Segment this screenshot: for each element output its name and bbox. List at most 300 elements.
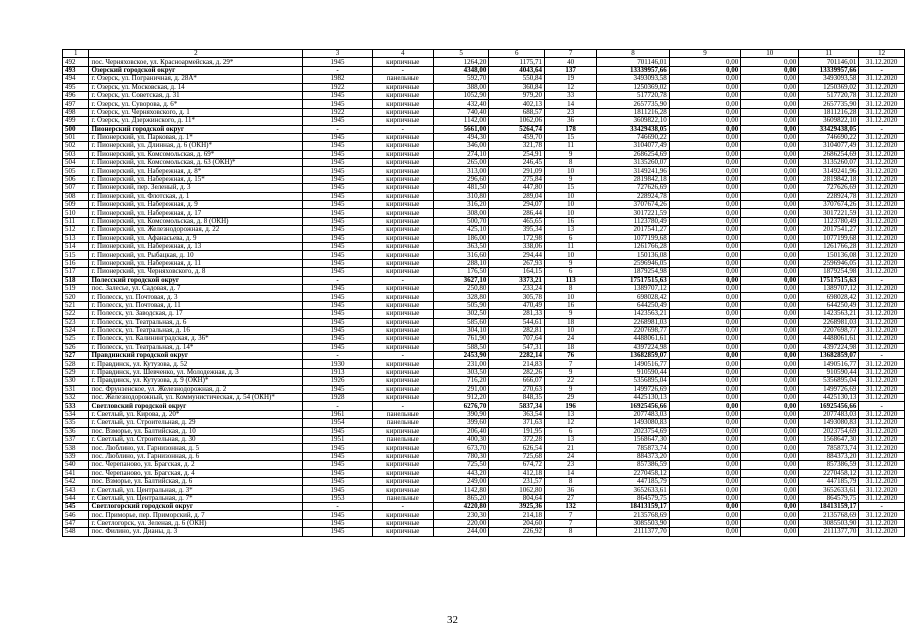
table-cell: 402,13 (489, 100, 545, 108)
table-cell: 0,00 (669, 217, 740, 225)
table-cell: 395,34 (489, 226, 545, 234)
table-cell: 0,00 (741, 234, 799, 242)
table-cell: 1389707,12 (597, 284, 670, 292)
table-cell: 31.12.2020 (859, 142, 905, 150)
table-cell: 1922 (303, 108, 373, 116)
table-cell: 746690,22 (799, 133, 859, 141)
table-cell: 1945 (303, 226, 373, 234)
table-cell: 503 (63, 150, 89, 158)
table-cell: 0,00 (741, 511, 799, 519)
table-cell: 13 (545, 226, 597, 234)
table-cell: 7 (545, 519, 597, 527)
table-cell: 698028,42 (597, 293, 670, 301)
table-cell: 0,00 (741, 276, 799, 284)
table-cell: 0,00 (741, 91, 799, 99)
table-cell: 857386,59 (799, 461, 859, 469)
table-row (63, 419, 905, 427)
table-cell: 321,78 (489, 142, 545, 150)
table-cell: 0,00 (741, 284, 799, 292)
table-cell: 281,33 (489, 310, 545, 318)
table-cell: 2023754,69 (799, 427, 859, 435)
table-cell: 498 (63, 108, 89, 116)
table-row (63, 318, 905, 326)
table-row (63, 159, 905, 167)
table-cell: 0,00 (669, 75, 740, 83)
table-cell: - (372, 66, 433, 74)
table-cell: 1062,80 (489, 486, 545, 494)
table-cell: 31.12.2020 (859, 486, 905, 494)
table-cell: 0,00 (669, 410, 740, 418)
table-cell: 513 (63, 234, 89, 242)
table-cell: 541 (63, 469, 89, 477)
table-cell: 673,70 (433, 444, 489, 452)
table-cell: 13 (545, 435, 597, 443)
table-row (63, 251, 905, 259)
table-cell: 1945 (303, 318, 373, 326)
table-cell: Озерский городской округ (89, 66, 303, 74)
table-cell: 214,83 (489, 360, 545, 368)
table-cell: 282,26 (489, 368, 545, 376)
table-cell: 1490516,77 (799, 360, 859, 368)
table-row (63, 150, 905, 158)
table-cell: кирпичные (372, 184, 433, 192)
table-cell: 0,00 (741, 142, 799, 150)
table-cell: 16 (545, 301, 597, 309)
table-cell: 31.12.2020 (859, 469, 905, 477)
table-cell: 785873,74 (597, 444, 670, 452)
table-cell: 0,00 (741, 217, 799, 225)
table-cell: 1493080,83 (799, 419, 859, 427)
table-cell: 0,00 (669, 310, 740, 318)
table-cell: кирпичные (372, 133, 433, 141)
table-cell: 5356895,04 (597, 377, 670, 385)
table-cell: пос. Черепаново, ул. Брагская, д. 2 (89, 461, 303, 469)
table-cell: 31.12.2020 (859, 335, 905, 343)
table-cell: 6276,70 (433, 402, 489, 410)
table-cell: панельные (372, 75, 433, 83)
table-cell: 31.12.2020 (859, 159, 905, 167)
table-cell: 0,00 (669, 360, 740, 368)
table-cell: 531 (63, 385, 89, 393)
table-cell: 0,00 (669, 133, 740, 141)
table-row (63, 519, 905, 527)
table-cell: 585,60 (433, 318, 489, 326)
table-cell: 547,31 (489, 343, 545, 351)
column-number-cell: 5 (433, 50, 489, 58)
table-cell: 3085503,90 (597, 519, 670, 527)
table-cell: г. Пионерский, ул. Рыбацкая, д. 10 (89, 251, 303, 259)
table-cell: 644250,49 (597, 301, 670, 309)
table-cell: пос. Черняховское, ул. Красноармейская, д. 29* (89, 58, 303, 66)
table-cell: 1250369,02 (597, 83, 670, 91)
table-cell: 5837,34 (489, 402, 545, 410)
table-cell: 539 (63, 452, 89, 460)
table-cell: 291,09 (489, 167, 545, 175)
table-body (63, 50, 905, 537)
table-cell: 1945 (303, 201, 373, 209)
table-cell: 1389707,12 (799, 284, 859, 292)
table-cell: кирпичные (372, 486, 433, 494)
table-cell: г. Пионерский, ул. Набережная, д. 9 (89, 201, 303, 209)
table-cell: 0,00 (669, 486, 740, 494)
table-cell: 459,70 (489, 133, 545, 141)
table-cell: 0,00 (669, 477, 740, 485)
table-cell: 528 (63, 360, 89, 368)
table-cell: 1945 (303, 293, 373, 301)
table-row (63, 242, 905, 250)
table-cell: 289,04 (489, 192, 545, 200)
table-cell: 2135768,69 (799, 511, 859, 519)
table-cell: 0,00 (669, 167, 740, 175)
table-cell: 1945 (303, 284, 373, 292)
table-cell: 1961 (303, 410, 373, 418)
table-cell: г. Светлый, ул. Центральная, д. 3* (89, 486, 303, 494)
table-cell: 523 (63, 318, 89, 326)
table-cell: Пионерский городской округ (89, 125, 303, 133)
table-cell: 16 (545, 217, 597, 225)
table-cell: 1945 (303, 167, 373, 175)
table-cell: 1922 (303, 83, 373, 91)
table-cell: пос. Люблино, ул. Гарнизонная, д. 5 (89, 444, 303, 452)
table-cell: 884373,20 (799, 452, 859, 460)
table-cell: 707,64 (489, 335, 545, 343)
table-cell: 0,00 (669, 452, 740, 460)
table-cell: 186,00 (433, 234, 489, 242)
table-cell: 3627,10 (433, 276, 489, 284)
table-cell: 465,65 (489, 217, 545, 225)
table-cell: 1879254,98 (799, 268, 859, 276)
table-cell: 8 (545, 284, 597, 292)
table-cell: 2268981,03 (597, 318, 670, 326)
table-cell: 286,44 (489, 209, 545, 217)
table-cell: 0,00 (669, 125, 740, 133)
table-cell: 0,00 (741, 352, 799, 360)
table-cell: 1175,71 (489, 58, 545, 66)
table-cell: 31.12.2020 (859, 217, 905, 225)
table-cell: 1928 (303, 394, 373, 402)
table-cell: 346,00 (433, 142, 489, 150)
table-cell: панельные (372, 410, 433, 418)
table-cell: 270,63 (489, 385, 545, 393)
table-cell: 1945 (303, 150, 373, 158)
table-cell: кирпичные (372, 444, 433, 452)
table-cell: 31.12.2020 (859, 385, 905, 393)
table-cell: 363,54 (489, 410, 545, 418)
table-cell: 543 (63, 486, 89, 494)
table-cell: 0,00 (741, 301, 799, 309)
table-cell: 515 (63, 251, 89, 259)
table-cell: 0,00 (669, 377, 740, 385)
table-cell: кирпичные (372, 310, 433, 318)
table-cell: 9 (545, 150, 597, 158)
table-cell: 857386,59 (597, 461, 670, 469)
table-cell: 10 (545, 209, 597, 217)
table-cell: г. Полесск, ул. Театральная, д. 14* (89, 343, 303, 351)
table-cell: г. Пионерский, ул. Набережная, д. 11 (89, 259, 303, 267)
table-cell: 519 (63, 284, 89, 292)
table-cell: 7 (545, 360, 597, 368)
table-row (63, 452, 905, 460)
table-cell: 274,10 (433, 150, 489, 158)
table-cell: 0,00 (741, 167, 799, 175)
table-cell: 1945 (303, 259, 373, 267)
table-cell: 31.12.2020 (859, 234, 905, 242)
table-cell: 1945 (303, 184, 373, 192)
table-cell: 0,00 (669, 511, 740, 519)
table-cell: Полесский городской округ (89, 276, 303, 284)
table-cell: 1945 (303, 142, 373, 150)
table-cell: 522 (63, 310, 89, 318)
table-cell: 31.12.2020 (859, 242, 905, 250)
table-cell: 3104077,49 (799, 142, 859, 150)
table-cell: 0,00 (669, 368, 740, 376)
table-cell: 0,00 (669, 83, 740, 91)
table-cell: 2111377,70 (799, 528, 859, 536)
table-row (63, 184, 905, 192)
table-cell: 1879254,98 (597, 268, 670, 276)
table-row (63, 58, 905, 66)
table-cell: пос. Приморье, пер. Приморский, д. 7 (89, 511, 303, 519)
table-cell: 0,00 (669, 402, 740, 410)
table-cell: кирпичные (372, 528, 433, 536)
table-cell: 3609822,10 (799, 117, 859, 125)
table-cell: 31.12.2020 (859, 192, 905, 200)
table-cell: 2268981,03 (799, 318, 859, 326)
table-cell: 4220,80 (433, 503, 489, 511)
table-cell: 2596946,05 (597, 259, 670, 267)
table-cell: 725,68 (489, 452, 545, 460)
table-cell: 302,50 (433, 310, 489, 318)
table-cell: 3707674,26 (799, 201, 859, 209)
table-row (63, 100, 905, 108)
column-number-cell: 1 (63, 50, 89, 58)
table-row (63, 427, 905, 435)
table-cell: г. Светлый, ул. Строительная, д. 30 (89, 435, 303, 443)
table-cell: г. Пионерский, ул. Черняховского, д. 8 (89, 268, 303, 276)
table-cell: - (859, 503, 905, 511)
table-cell: 0,00 (669, 117, 740, 125)
table-cell: 10 (545, 326, 597, 334)
table-cell: 1811216,28 (597, 108, 670, 116)
table-cell: 432,40 (433, 100, 489, 108)
table-cell: 5264,74 (489, 125, 545, 133)
table-cell: 13339957,66 (799, 66, 859, 74)
table-cell: 10 (545, 167, 597, 175)
table-cell: 0,00 (741, 133, 799, 141)
table-cell: 1945 (303, 519, 373, 527)
table-cell: 23 (545, 461, 597, 469)
table-cell: 514 (63, 242, 89, 250)
column-number-cell: 7 (545, 50, 597, 58)
table-cell: 0,00 (741, 66, 799, 74)
table-cell: 0,00 (669, 58, 740, 66)
table-cell: 2077483,03 (799, 410, 859, 418)
district-subtotal-row (63, 276, 905, 284)
table-cell: 4043,64 (489, 66, 545, 74)
table-cell: 447,80 (489, 184, 545, 192)
table-cell: 304,10 (433, 326, 489, 334)
table-cell: 412,18 (489, 469, 545, 477)
table-cell: 31.12.2020 (859, 184, 905, 192)
table-cell: 626,54 (489, 444, 545, 452)
table-cell: 0,00 (669, 343, 740, 351)
table-cell: пос. Взморье, ул. Балтийская, д. 10 (89, 427, 303, 435)
table-cell: 400,30 (433, 435, 489, 443)
table-cell: кирпичные (372, 377, 433, 385)
district-subtotal-row (63, 66, 905, 74)
table-cell: 310,80 (433, 192, 489, 200)
table-cell: - (303, 125, 373, 133)
table-cell: 0,00 (669, 394, 740, 402)
table-cell: 3493093,58 (597, 75, 670, 83)
table-cell: 494,30 (433, 133, 489, 141)
table-cell: 1423563,21 (799, 310, 859, 318)
table-cell: 0,00 (669, 503, 740, 511)
table-cell: 172,98 (489, 234, 545, 242)
table-cell: 746690,22 (597, 133, 670, 141)
table-cell: 0,00 (669, 226, 740, 234)
table-cell: 275,84 (489, 175, 545, 183)
table-cell: 246,45 (489, 159, 545, 167)
table-cell: 137 (545, 66, 597, 74)
table-cell: 0,00 (741, 175, 799, 183)
table-cell: 31.12.2020 (859, 310, 905, 318)
table-cell: 3652633,61 (799, 486, 859, 494)
table-row (63, 192, 905, 200)
table-cell: г. Пионерский, ул. Набережная, д. 8* (89, 167, 303, 175)
table-cell: 1954 (303, 419, 373, 427)
table-cell: 3135260,07 (799, 159, 859, 167)
table-cell: 2270458,12 (597, 469, 670, 477)
table-cell: 0,00 (669, 318, 740, 326)
table-cell: 1945 (303, 217, 373, 225)
table-cell: 1142,80 (433, 486, 489, 494)
table-cell: 31.12.2020 (859, 427, 905, 435)
table-cell: 31.12.2020 (859, 293, 905, 301)
table-row (63, 335, 905, 343)
table-cell: 399,60 (433, 419, 489, 427)
table-cell: Правдинский городской округ (89, 352, 303, 360)
table-cell: 785873,74 (799, 444, 859, 452)
table-cell: 1062,06 (489, 117, 545, 125)
table-cell: 0,00 (741, 377, 799, 385)
table-cell: - (859, 402, 905, 410)
table-cell: 3017221,59 (597, 209, 670, 217)
table-cell: кирпичные (372, 301, 433, 309)
table-cell: 507 (63, 184, 89, 192)
table-cell: 31.12.2020 (859, 477, 905, 485)
table-cell: 150136,08 (799, 251, 859, 259)
table-cell: кирпичные (372, 242, 433, 250)
table-cell: 1499726,69 (799, 385, 859, 393)
table-cell: 1951 (303, 435, 373, 443)
table-cell: кирпичные (372, 461, 433, 469)
table-cell: 204,60 (489, 519, 545, 527)
table-row (63, 360, 905, 368)
table-cell: 0,00 (669, 268, 740, 276)
table-cell: 10 (545, 192, 597, 200)
table-cell: 780,30 (433, 452, 489, 460)
table-cell: 2017541,27 (597, 226, 670, 234)
table-cell: 1945 (303, 461, 373, 469)
table-cell: 291,00 (433, 385, 489, 393)
table-cell: 1945 (303, 444, 373, 452)
table-cell: 1945 (303, 58, 373, 66)
table-cell: 2686254,69 (597, 150, 670, 158)
table-cell: 1499726,69 (597, 385, 670, 393)
table-cell: 18 (545, 343, 597, 351)
table-cell: 0,00 (669, 192, 740, 200)
table-cell: г. Озерск, ул. Суворова, д. 6* (89, 100, 303, 108)
table-cell: 447185,79 (597, 477, 670, 485)
table-cell: 1945 (303, 452, 373, 460)
table-cell: кирпичные (372, 452, 433, 460)
table-cell: 0,00 (741, 293, 799, 301)
table-cell: 267,93 (489, 259, 545, 267)
table-cell: 0,00 (669, 276, 740, 284)
table-cell: 509 (63, 201, 89, 209)
table-cell: 701146,01 (799, 58, 859, 66)
table-cell: 536 (63, 427, 89, 435)
table-cell: 2596946,05 (799, 259, 859, 267)
table-cell: 0,00 (669, 66, 740, 74)
table-cell: 0,00 (669, 444, 740, 452)
table-cell: 848,35 (489, 394, 545, 402)
table-cell: 0,00 (669, 419, 740, 427)
table-cell: 13339957,66 (597, 66, 670, 74)
table-cell: 0,00 (741, 242, 799, 250)
table-cell: 31.12.2020 (859, 251, 905, 259)
table-cell: кирпичные (372, 368, 433, 376)
table-cell: 0,00 (741, 268, 799, 276)
table-cell: 282,81 (489, 326, 545, 334)
table-cell: кирпичные (372, 175, 433, 183)
table-cell: 517720,78 (597, 91, 670, 99)
table-cell: 0,00 (741, 259, 799, 267)
table-cell: 31.12.2020 (859, 117, 905, 125)
table-row (63, 217, 905, 225)
table-cell: пос. Фрунзенское, ул. Железнодорожная, д. 2 (89, 385, 303, 393)
table-cell: 313,00 (433, 167, 489, 175)
table-row (63, 91, 905, 99)
table-cell: г. Светлый, ул. Кирова, д. 20* (89, 410, 303, 418)
table-cell: - (859, 276, 905, 284)
table-cell: кирпичные (372, 293, 433, 301)
table-cell: 0,00 (669, 461, 740, 469)
table-cell: 226,92 (489, 528, 545, 536)
table-cell: г. Пионерский, ул. Набережная, д. 17 (89, 209, 303, 217)
table-cell: 40 (545, 58, 597, 66)
table-cell: 31.12.2020 (859, 360, 905, 368)
table-row (63, 310, 905, 318)
table-cell: панельные (372, 435, 433, 443)
table-cell: 15 (545, 184, 597, 192)
table-cell: кирпичные (372, 394, 433, 402)
table-row (63, 486, 905, 494)
table-cell: 9 (545, 310, 597, 318)
table-cell: 2657735,90 (597, 100, 670, 108)
table-cell: 1264,20 (433, 58, 489, 66)
table-cell: 542 (63, 477, 89, 485)
table-cell: кирпичные (372, 477, 433, 485)
column-number-cell: 10 (741, 50, 799, 58)
table-cell: 493 (63, 66, 89, 74)
table-cell: 6 (545, 427, 597, 435)
table-cell: 521 (63, 301, 89, 309)
table-cell: кирпичные (372, 469, 433, 477)
table-cell: 517720,78 (799, 91, 859, 99)
table-cell: 0,00 (741, 528, 799, 536)
